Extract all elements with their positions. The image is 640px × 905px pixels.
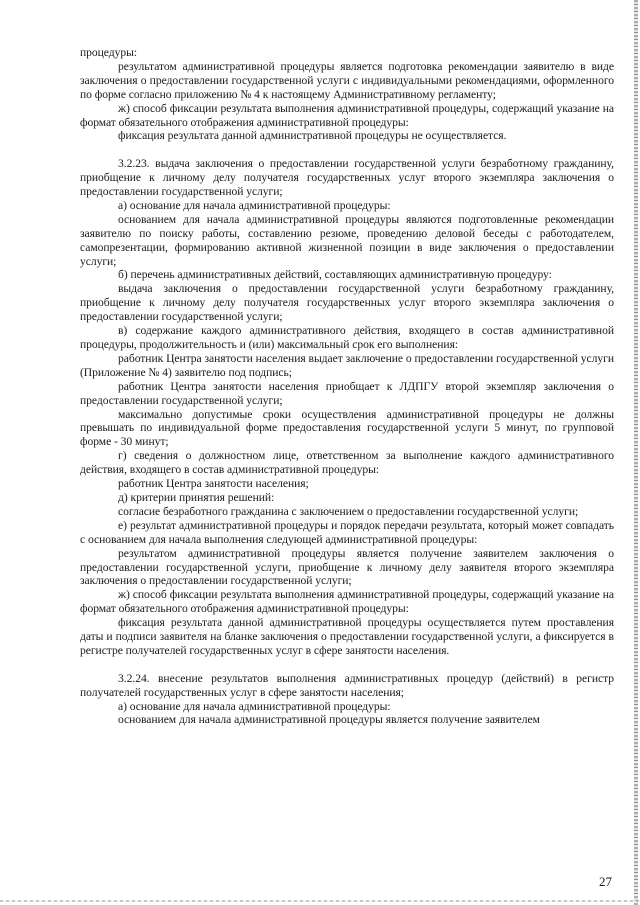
paragraph: д) критерии принятия решений: (118, 490, 275, 504)
paragraph: а) основание для начала административной процедуры: (118, 198, 391, 212)
paragraph: 3.2.23. выдача заключения о предоставлении государственной услуги безработному гражданину, приобщение к личному делу получателя государственных услуг второго экземпляра заключения о предоставлении государственной услуги; (80, 157, 614, 199)
scan-edge-artifact (634, 0, 638, 905)
page-number: 27 (599, 874, 612, 889)
paragraph: в) содержание каждого административного действия, входящего в состав административной процедуры, продолжительность и (или) максимальный срок его выполнения: (80, 324, 614, 352)
paragraph: фиксация результата данной административной процедуры осуществляется путем проставления даты и подписи заявителя на бланке заключения о предоставлении государственной услуги, а фиксируется в регистре получателей государственных услуг в сфере занятости населения. (80, 616, 614, 657)
paragraph: ж) способ фиксации результата выполнения административной процедуры, содержащий указание на формат обязательного отображения административной процедуры: (80, 101, 614, 129)
document-body-text (80, 46, 614, 727)
paragraph: результатом административной процедуры является получение заявителем заключения о предоставлении государственной услуги, приобщение к личному делу заявителя второго экземпляра заключения о предоставлении государственной услуги; (80, 546, 614, 588)
paragraph: основанием для начала административной процедуры является получение заявителем (118, 713, 540, 727)
paragraph: процедуры: (80, 46, 137, 59)
paragraph: максимально допустимые сроки осуществления административной процедуры не должны превышать по индивидуальной форме предоставления государственной услуги 5 минут, по групповой форме - 30 минут; (80, 407, 614, 449)
paragraph: е) результат административной процедуры и порядок передачи результата, который может совпадать с основанием для начала выполнения следующей административной процедуры: (80, 518, 614, 546)
paragraph: а) основание для начала административной процедуры: (118, 699, 391, 713)
paragraph: результатом административной процедуры является подготовка рекомендации заявителю в виде заключения о предоставлении государственной услуги с индивидуальными рекомендациями, оформленного по форме согласно приложению № 4 к настоящему Административному регламенту; (80, 59, 614, 101)
paragraph: работник Центра занятости населения приобщает к ЛДПГУ второй экземпляр заключения о предоставлении государственной услуги; (80, 379, 614, 407)
paragraph: б) перечень административных действий, составляющих административную процедуру: (118, 268, 552, 282)
paragraph: ж) способ фиксации результата выполнения административной процедуры, содержащий указание на формат обязательного отображения административной процедуры: (80, 588, 614, 616)
paragraph: работник Центра занятости населения; (118, 477, 309, 491)
paragraph: г) сведения о должностном лице, ответственном за выполнение каждого административного действия, входящего в состав административной процедуры: (80, 449, 614, 477)
paragraph: работник Центра занятости населения выдает заключение о предоставлении государственной услуги (Приложение № 4) заявителю под подпись; (80, 351, 614, 379)
paragraph: выдача заключения о предоставлении государственной услуги безработному гражданину, приобщение к личному делу получателя государственных услуг второго экземпляра заключения о предоставлении государственной услуги; (80, 282, 614, 324)
scan-bottom-artifact (0, 900, 640, 902)
paragraph: основанием для начала административной процедуры являются подготовленные рекомендации заявителю по поиску работы, составлению резюме, проведению деловой беседы с работодателем, самопрезентации, формированию активной жизненной позиции в виде заключения о предоставлении услуги; (80, 212, 614, 268)
paragraph: согласие безработного гражданина с заключением о предоставлении государственной услуги; (118, 504, 579, 518)
paragraph: фиксация результата данной административной процедуры не осуществляется. (118, 129, 507, 143)
paragraph: 3.2.24. внесение результатов выполнения административных процедур (действий) в регистр получателей государственных услуг в сфере занятости населения; (80, 671, 614, 699)
